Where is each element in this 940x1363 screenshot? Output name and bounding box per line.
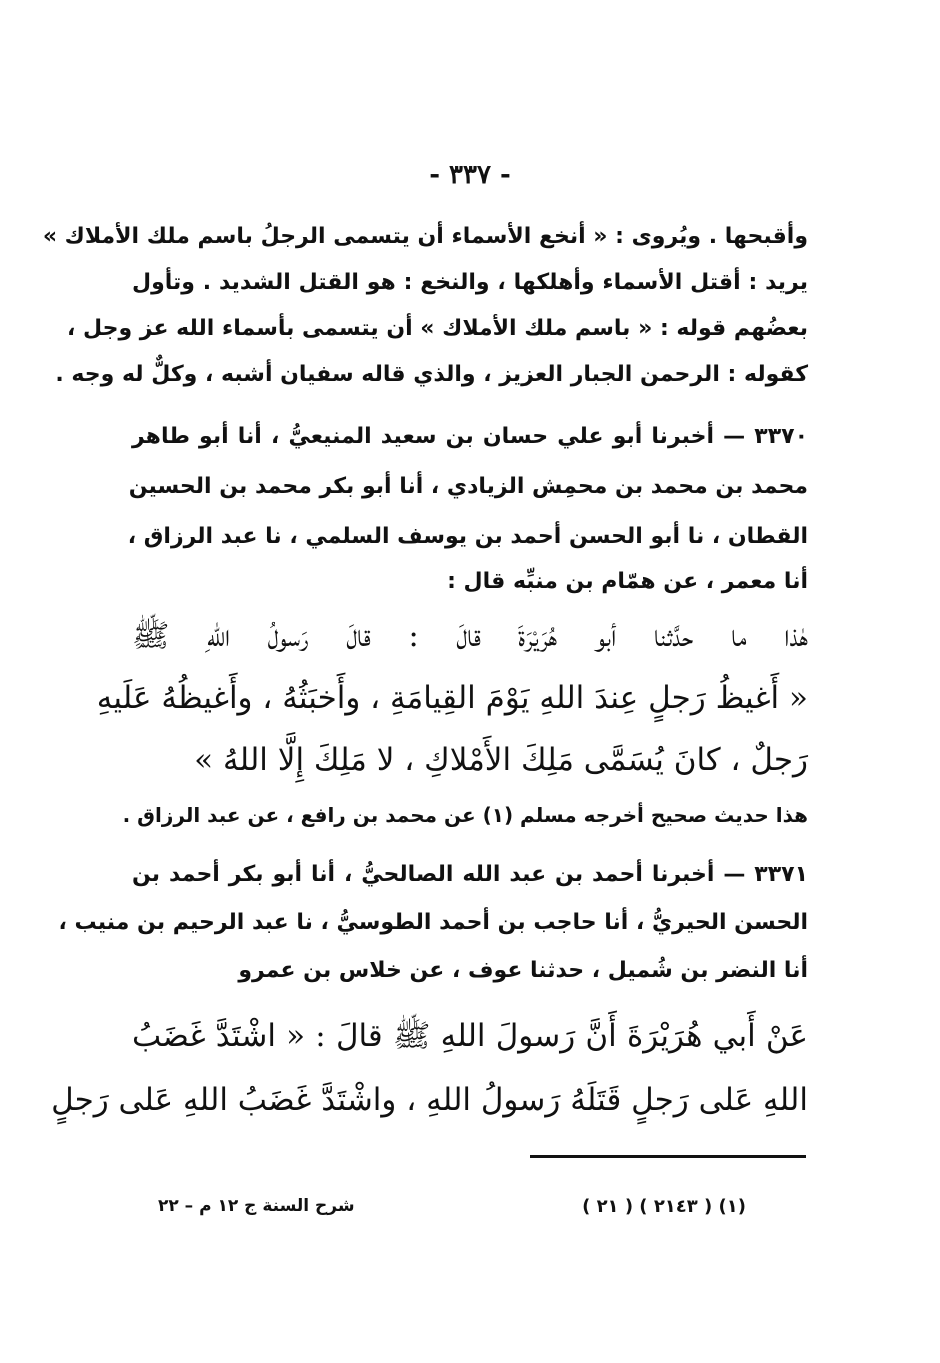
hadith-line: هٰذا ما حدَّثنا أبو هُرَيْرَةَ قالَ : قالَ رَسولُ اللهِ ﷺ bbox=[132, 618, 808, 654]
hadith-line: اللهِ عَلى رَجلٍ قَتَلَهُ رَسولُ اللهِ ، واشْتَدَّ غَضَبُ اللهِ عَلى رَجلٍ bbox=[51, 1082, 808, 1118]
footnote-divider bbox=[530, 1155, 806, 1158]
isnad-line: ٣٣٧٠ — أخبرنا أبو علي حسان بن سعيد المنيعيُّ ، أنا أبو طاهر bbox=[132, 424, 808, 449]
footnote: (١) ( ٢١٤٣ ) ( ٢١ ) bbox=[582, 1196, 746, 1217]
paragraph-line: يريد : أقتل الأسماء وأهلكها ، والنخع : هو القتل الشديد . وتأول bbox=[132, 270, 808, 295]
page-number: - ٣٣٧ - bbox=[429, 160, 511, 190]
isnad-line: أنا النضر بن شُميل ، حدثنا عوف ، عن خلاس بن عمرو bbox=[238, 958, 808, 983]
grading-note: هذا حديث صحيح أخرجه مسلم (١) عن محمد بن رافع ، عن عبد الرزاق . bbox=[122, 803, 808, 827]
hadith-line: عَنْ أَبي هُرَيْرَةَ أَنَّ رَسولَ اللهِ ﷺ قالَ : « اشْتَدَّ غَضَبُ bbox=[132, 1018, 808, 1054]
isnad-line: محمد بن محمد بن محمِش الزيادي ، أنا أبو بكر محمد بن الحسين bbox=[128, 474, 808, 499]
paragraph-line: بعضُهم قوله : « باسم ملك الأملاك » أن يتسمى بأسماء الله عز وجل ، bbox=[66, 316, 808, 341]
hadith-line: « أَغيظُ رَجلٍ عِندَ اللهِ يَوْمَ القِيامَةِ ، وأَخبَثُهُ ، وأَغيظُهُ عَلَيهِ bbox=[96, 680, 808, 716]
isnad-line: أنا معمر ، عن همّام بن منبِّه قال : bbox=[447, 569, 808, 594]
isnad-line: ٣٣٧١ — أخبرنا أحمد بن عبد الله الصالحيُّ ، أنا أبو بكر أحمد بن bbox=[132, 862, 808, 887]
signature-mark: شرح السنة ج ١٢ م – ٢٢ bbox=[158, 1196, 355, 1216]
isnad-line: الحسن الحيريُّ ، أنا حاجب بن أحمد الطوسيُّ ، نا عبد الرحيم بن منيب ، bbox=[58, 910, 808, 935]
paragraph-line: وأقبحها . ويُروى : « أنخع الأسماء أن يتسمى الرجلُ باسم ملك الأملاك » bbox=[42, 224, 808, 249]
paragraph-line: كقوله : الرحمن الجبار العزيز ، والذي قاله سفيان أشبه ، وكلٌّ له وجه . bbox=[55, 362, 808, 387]
isnad-line: القطان ، نا أبو الحسن أحمد بن يوسف السلمي ، نا عبد الرزاق ، bbox=[127, 524, 808, 549]
hadith-line: رَجلٌ ، كانَ يُسَمَّى مَلِكَ الأَمْلاكِ ، لا مَلِكَ إِلَّا اللهُ » bbox=[194, 742, 808, 778]
